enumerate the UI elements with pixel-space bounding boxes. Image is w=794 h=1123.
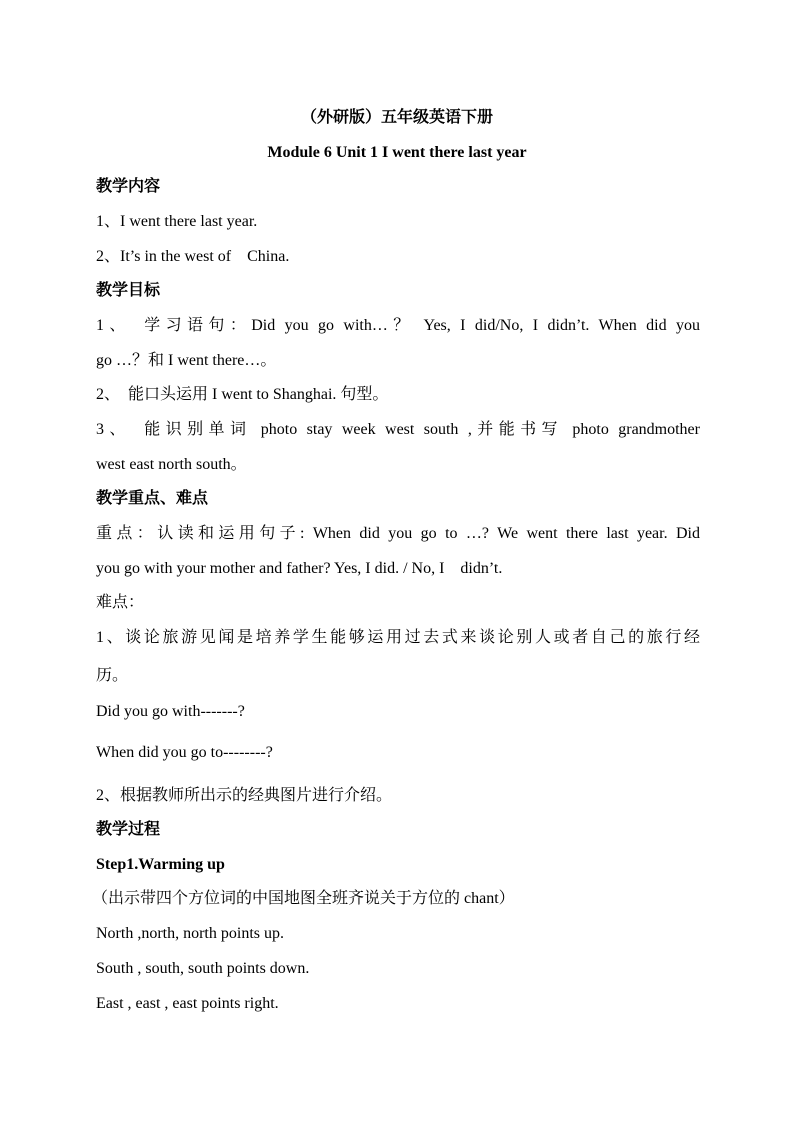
difficult-point-1-line-1: 1、谈论旅游见闻是培养学生能够运用过去式来谈论别人或者自己的旅行经 — [96, 629, 700, 646]
objective-item-1-line-1: 1、 学习语句：Did you go with…？ Yes, I did/No, I didn’t. When did you — [96, 317, 700, 334]
chant-line-2: South , south, south points down. — [96, 960, 310, 977]
content-item-1: 1、I went there last year. — [96, 213, 258, 230]
chant-line-3: East , east , east points right. — [96, 995, 279, 1012]
difficult-point-1-line-2: 历。 — [96, 667, 129, 684]
difficult-point-2: 2、根据教师所出示的经典图片进行介绍。 — [96, 787, 393, 804]
step1-title: Step1.Warming up — [96, 856, 225, 873]
section-heading-content: 教学内容 — [96, 178, 161, 195]
objective-item-3-line-1: 3、 能识别单词 photo stay week west south ,并能书写 photo grandmother — [96, 421, 700, 438]
chant-line-1: North ,north, north points up. — [96, 925, 284, 942]
content-item-2: 2、It’s in the west of China. — [96, 248, 290, 265]
key-point-line-2: you go with your mother and father? Yes, I did. / No, I didn’t. — [96, 560, 503, 577]
step1-note: （出示带四个方位词的中国地图全班齐说关于方位的 chant） — [92, 890, 515, 907]
difficult-point-label: 难点： — [96, 594, 145, 611]
objective-item-2: 2、 能口头运用 I went to Shanghai. 句型。 — [96, 386, 389, 403]
objective-item-1-line-2: go …？和 I went there…。 — [96, 352, 277, 369]
section-heading-key-points: 教学重点、难点 — [96, 490, 209, 507]
sentence-pattern-2: When did you go to--------? — [96, 744, 273, 761]
document-title: （外研版）五年级英语下册 — [300, 109, 493, 126]
section-heading-process: 教学过程 — [96, 821, 161, 838]
section-heading-objectives: 教学目标 — [96, 282, 161, 299]
key-point-line-1: 重点：认读和运用句子: When did you go to …? We went there last year. Did — [96, 525, 700, 542]
objective-item-3-line-2: west east north south。 — [96, 456, 247, 473]
sentence-pattern-1: Did you go with-------? — [96, 703, 245, 720]
document-subtitle: Module 6 Unit 1 I went there last year — [267, 144, 527, 161]
